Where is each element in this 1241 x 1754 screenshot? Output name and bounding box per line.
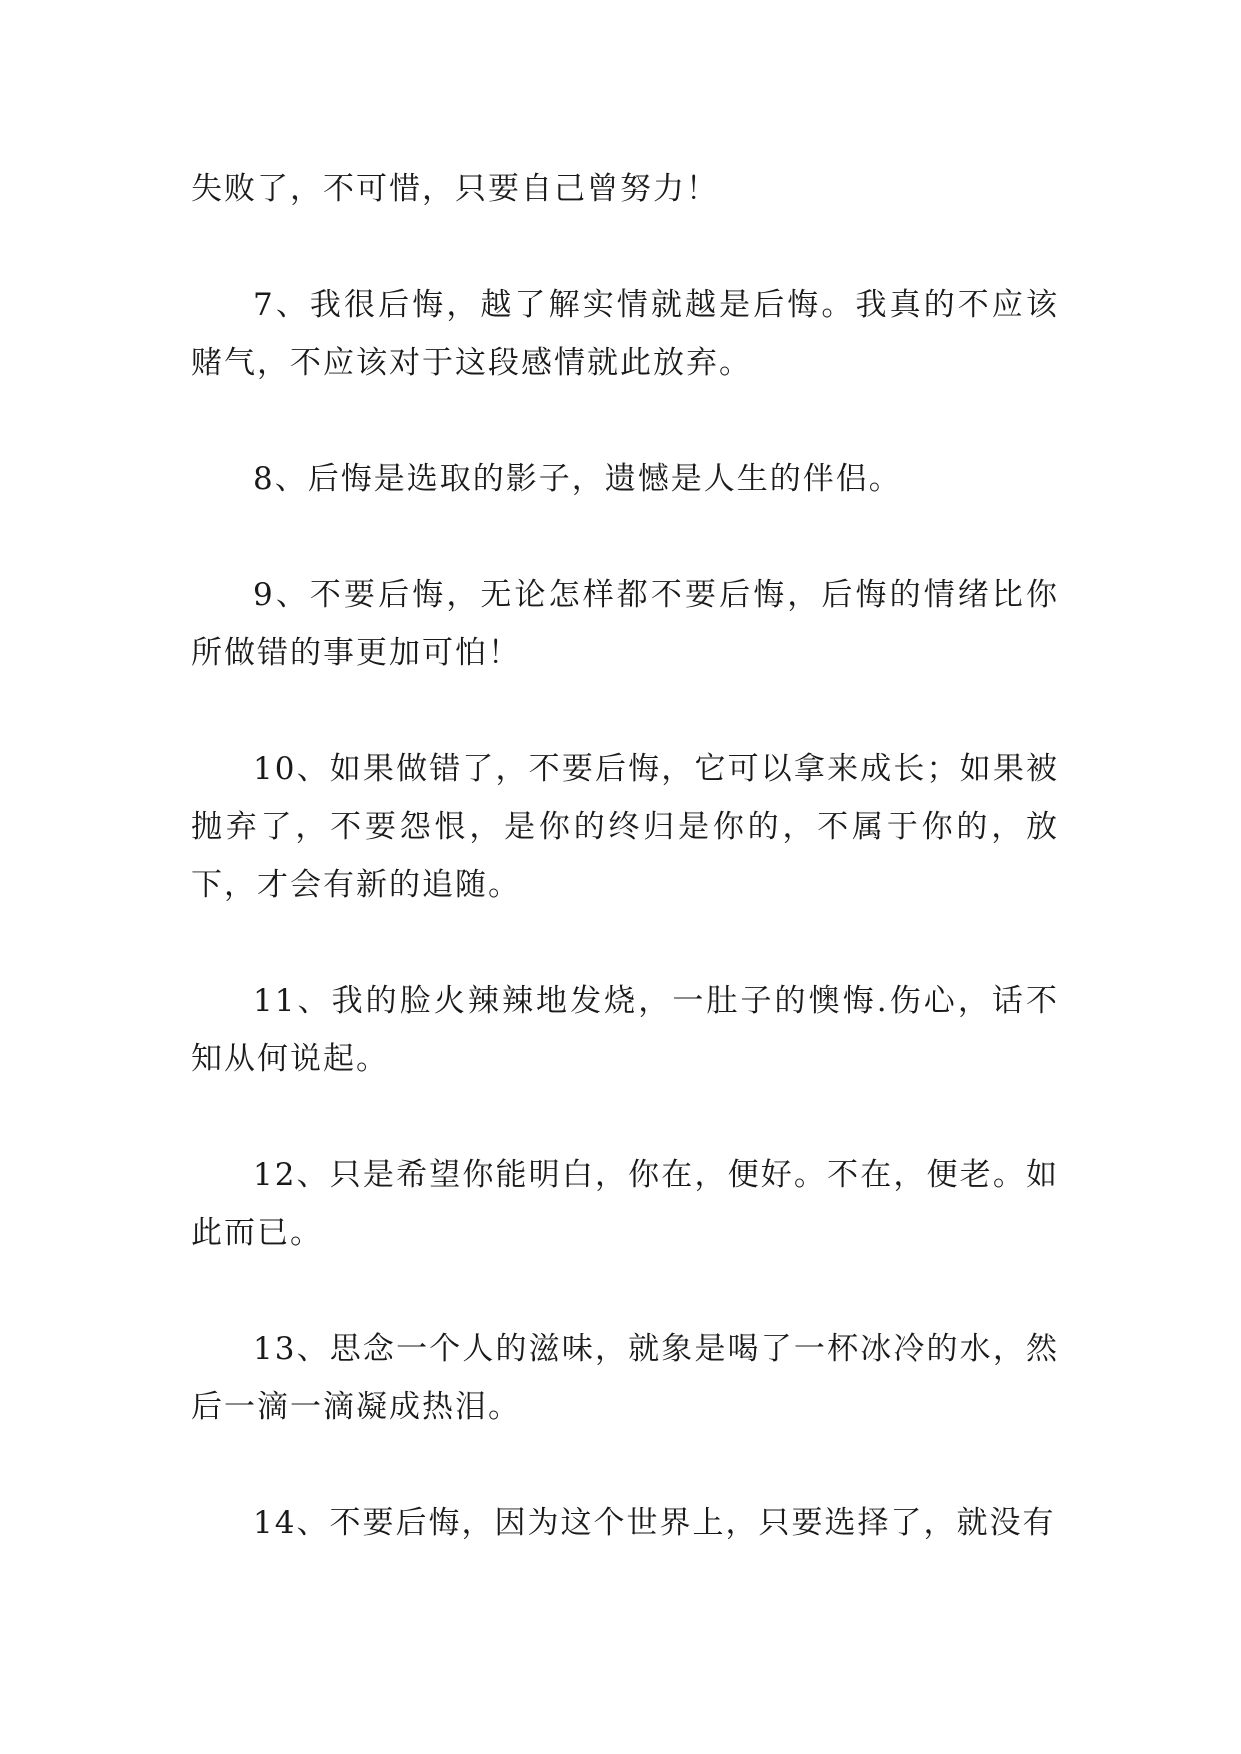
document-body	[191, 160, 1059, 1610]
paragraph: 7、我很后悔，越了解实情就越是后悔。我真的不应该赌气，不应该对于这段感情就此放弃。	[191, 287, 1059, 381]
paragraph: 13、思念一个人的滋味，就象是喝了一杯冰冷的水，然后一滴一滴凝成热泪。	[191, 1331, 1059, 1425]
paragraph: 9、不要后悔，无论怎样都不要后悔，后悔的情绪比你所做错的事更加可怕！	[191, 577, 1059, 671]
paragraph: 10、如果做错了，不要后悔，它可以拿来成长；如果被抛弃了，不要怨恨，是你的终归是你的，不属于你的，放下，才会有新的追随。	[191, 751, 1059, 903]
paragraph: 12、只是希望你能明白，你在，便好。不在，便老。如此而已。	[191, 1157, 1059, 1251]
paragraph: 11、我的脸火辣辣地发烧，一肚子的懊悔.伤心，话不知从何说起。	[191, 983, 1059, 1077]
paragraph: 14、不要后悔，因为这个世界上，只要选择了，就没有	[253, 1505, 1056, 1541]
paragraph: 8、后悔是选取的影子，遗憾是人生的伴侣。	[253, 461, 902, 497]
paragraph: 失败了，不可惜，只要自己曾努力！	[191, 171, 719, 207]
